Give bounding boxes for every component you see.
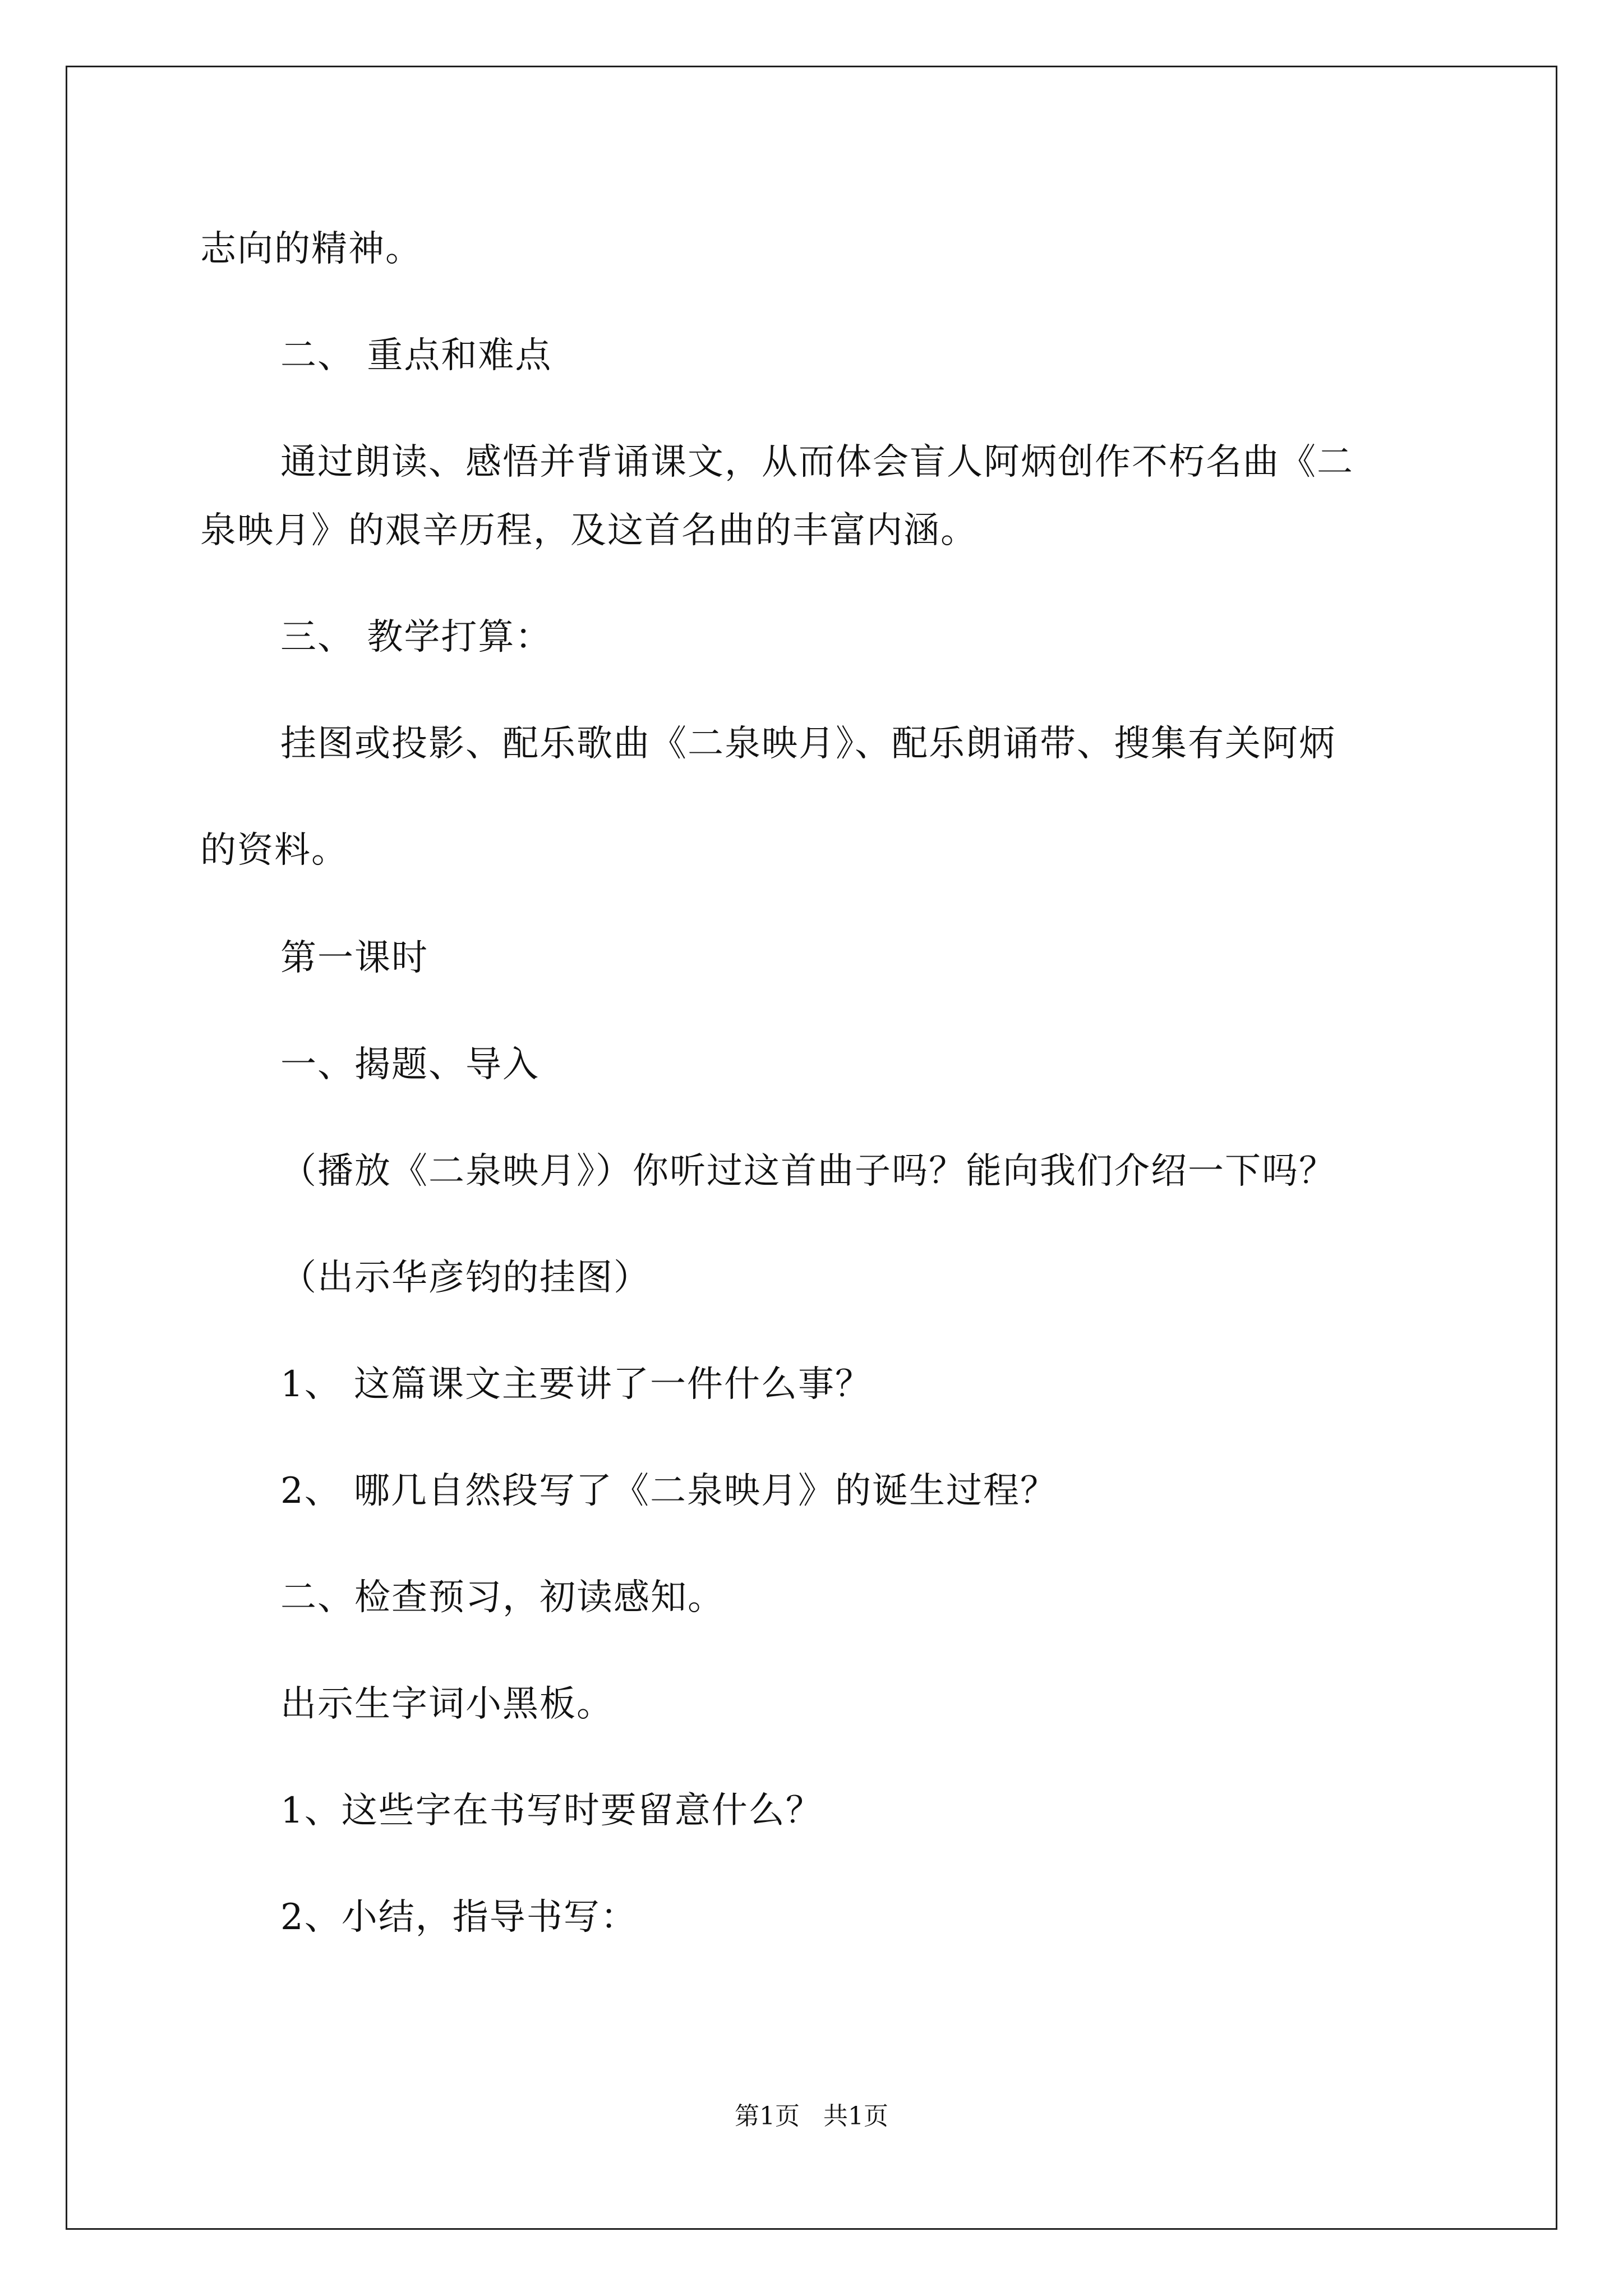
text-line-10: （播放《二泉映月》）你听过这首曲子吗？能向我们介绍一下吗？ bbox=[280, 1151, 1336, 1192]
section-heading-preview: 二、检查预习，初读感知。 bbox=[280, 1577, 725, 1618]
text-line-3: 通过朗读、感悟并背诵课文，从而体会盲人阿炳创作不朽名曲《二 bbox=[280, 441, 1354, 483]
text-line-15: 出示生字词小黑板。 bbox=[280, 1683, 614, 1725]
text-line-6: 挂图或投影、配乐歌曲《二泉映月》、配乐朗诵带、搜集有关阿炳 bbox=[280, 723, 1336, 765]
page-footer: 第1页 共1页 bbox=[735, 2102, 888, 2131]
section-heading-teaching-plan: 三、 教学打算： bbox=[280, 616, 552, 658]
text-line-11: （出示华彦钧的挂图） bbox=[280, 1257, 651, 1299]
lesson-title: 第一课时 bbox=[280, 937, 428, 979]
section-heading-intro: 一、揭题、导入 bbox=[280, 1044, 540, 1085]
step-1: 1、这些字在书写时要留意什么？ bbox=[280, 1790, 823, 1832]
text-line-1: 志向的精神。 bbox=[200, 228, 422, 270]
question-2: 2、 哪几自然段写了《二泉映月》的诞生过程？ bbox=[280, 1470, 1058, 1512]
text-line-7: 的资料。 bbox=[200, 830, 348, 871]
step-2: 2、小结，指导书写： bbox=[280, 1897, 638, 1938]
text-line-4: 泉映月》的艰辛历程，及这首名曲的丰富内涵。 bbox=[200, 510, 978, 551]
question-1: 1、 这篇课文主要讲了一件什么事？ bbox=[280, 1364, 873, 1405]
section-heading-key-points: 二、 重点和难点 bbox=[280, 335, 552, 376]
